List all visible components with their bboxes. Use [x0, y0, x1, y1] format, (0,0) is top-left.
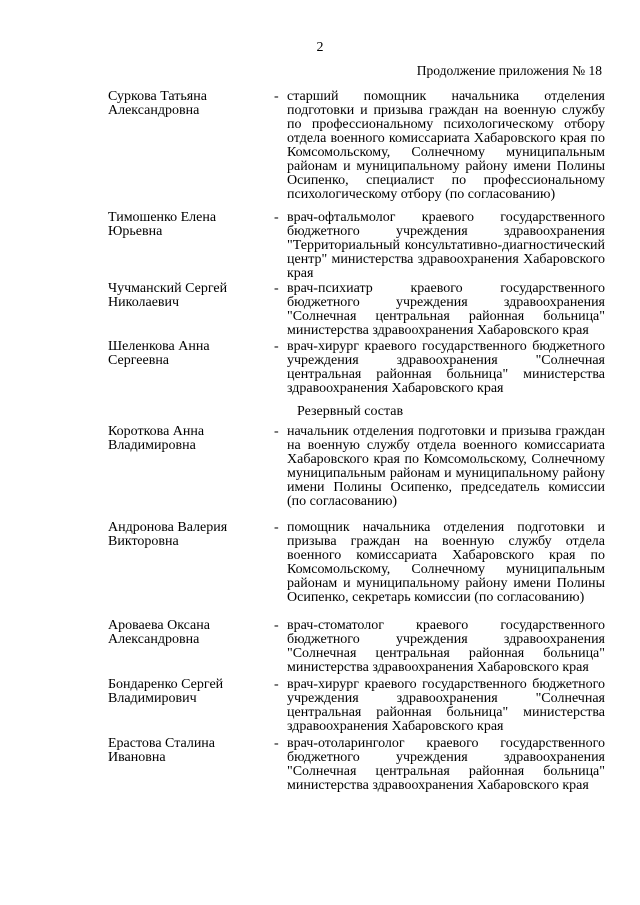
- member-name: Андронова Валерия Викторовна: [108, 520, 228, 549]
- dash-separator: -: [274, 210, 279, 225]
- member-position: врач-хирург краевого государственного бюджетного учреждения здравоохранения "Солнечная центральная районная больница" министерства здравоохранения Хабаровского края: [287, 677, 605, 734]
- member-position: врач-отоларинголог краевого государственного бюджетного учреждения здравоохранения "Солнечная центральная районная больница" министерства здравоохранения Хабаровского края: [287, 736, 605, 793]
- dash-separator: -: [274, 618, 279, 633]
- member-position: врач-хирург краевого государственного бюджетного учреждения здравоохранения "Солнечная центральная районная больница" министерства здравоохранения Хабаровского края: [287, 339, 605, 396]
- member-position: врач-стоматолог краевого государственного бюджетного учреждения здравоохранения "Солнечная центральная районная больница" министерства здравоохранения Хабаровского края: [287, 618, 605, 675]
- member-position: врач-психиатр краевого государственного бюджетного учреждения здравоохранения "Солнечная центральная районная больница" министерства здравоохранения Хабаровского края: [287, 281, 605, 338]
- member-name: Ароваева Оксана Александровна: [108, 618, 210, 647]
- member-name: Тимошенко Елена Юрьевна: [108, 210, 217, 239]
- dash-separator: -: [274, 424, 279, 439]
- page-number: 2: [316, 40, 324, 55]
- appendix-continuation-note: Продолжение приложения № 18: [416, 63, 602, 78]
- member-name: Суркова Татьяна Александровна: [108, 89, 207, 118]
- member-name: Ерастова Сталина Ивановна: [108, 736, 216, 765]
- member-name: Шеленкова Анна Сергеевна: [108, 339, 210, 368]
- member-position: врач-офтальмолог краевого государственного бюджетного учреждения здравоохранения "Территориальный консультативно-диагностический центр" министерства здравоохранения Хабаровского края: [287, 210, 605, 281]
- dash-separator: -: [274, 677, 279, 692]
- dash-separator: -: [274, 520, 279, 535]
- reserve-section-heading: Резервный состав: [297, 404, 404, 419]
- member-name: Короткова Анна Владимировна: [108, 424, 205, 453]
- dash-separator: -: [274, 339, 279, 354]
- dash-separator: -: [274, 89, 279, 104]
- member-position: начальник отделения подготовки и призыва граждан на военную службу отдела военного комиссариата Хабаровского края по Комсомольскому, Солнечному муниципальным районам и муниципальному району имени Полины Осипенко, председатель комиссии (по согласованию): [287, 424, 605, 509]
- dash-separator: -: [274, 281, 279, 296]
- member-position: старший помощник начальника отделения подготовки и призыва граждан на военную службу по профессиональному психологическому отбору отдела военного комиссариата Хабаровского края по Комсомольскому, Солнечному муниципальным районам и муниципальному району имени Полины Осипенко, специалист по профессиональному психологическому отбору (по согласованию): [287, 89, 605, 202]
- member-name: Бондаренко Сергей Владимирович: [108, 677, 224, 706]
- member-name: Чучманский Сергей Николаевич: [108, 281, 228, 310]
- dash-separator: -: [274, 736, 279, 751]
- member-position: помощник начальника отделения подготовки и призыва граждан на военную службу отдела военного комиссариата Хабаровского края по Комсомольскому, Солнечному муниципальным районам и муниципальному району имени Полины Осипенко, секретарь комиссии (по согласованию): [287, 520, 605, 605]
